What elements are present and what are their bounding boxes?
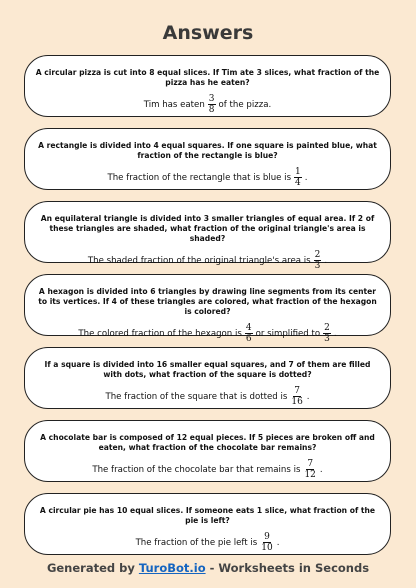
question-text: A circular pizza is cut into 8 equal slices. If Tim ate 3 slices, what fraction of the pizza has he eaten? — [35, 68, 380, 87]
answer-fraction — [314, 250, 322, 271]
answer-card — [24, 55, 391, 117]
answer-fraction — [303, 459, 316, 480]
answer-text-before: Tim has eaten — [143, 99, 205, 110]
answer-text-before: The fraction of the chocolate bar that remains is — [92, 464, 301, 475]
footer — [0, 561, 416, 575]
answer-text-before: The fraction of the square that is dotted is — [105, 391, 288, 402]
answer-text-after: of the pizza. — [218, 99, 272, 110]
answer-card — [24, 128, 391, 190]
question-text: A chocolate bar is composed of 12 equal pieces. If 5 pieces are broken off and eaten, what fraction of the chocolate bar remains? — [40, 433, 375, 452]
answer-text-after: . — [276, 537, 280, 548]
answer-card — [24, 201, 391, 271]
answer-fraction — [260, 532, 273, 553]
answer-text-before: The shaded fraction of the original triangle's area is — [87, 255, 311, 266]
fraction-numerator: 2 — [314, 250, 321, 260]
question-text: A rectangle is divided into 4 equal squares. If one square is painted blue, what fraction of the rectangle is blue? — [38, 141, 377, 160]
fraction-denominator: 3 — [314, 261, 321, 271]
answer-text-after: . — [333, 328, 337, 339]
answer-card — [24, 493, 391, 555]
answer-fraction — [208, 94, 216, 115]
fraction-numerator: 1 — [295, 167, 301, 177]
answer-card — [24, 274, 391, 344]
page-title: Answers — [162, 22, 254, 44]
answer-line — [25, 459, 390, 480]
answer-line — [25, 532, 390, 553]
fraction-denominator: 8 — [208, 105, 215, 115]
footer-suffix: - Worksheets in Seconds — [209, 561, 370, 575]
question-text: A circular pie has 10 equal slices. If someone eats 1 slice, what fraction of the pie is left? — [39, 506, 376, 525]
answer-text-middle: or simplified to — [255, 328, 321, 339]
answer-text-after: . — [319, 464, 323, 475]
fraction-denominator: 12 — [304, 470, 316, 480]
fraction-denominator: 4 — [295, 178, 301, 188]
footer-prefix: Generated by — [46, 561, 135, 575]
fraction-numerator: 7 — [307, 459, 314, 469]
answer-fraction — [294, 167, 302, 188]
answer-text-after: . — [306, 391, 310, 402]
answer-line — [25, 167, 390, 188]
answer-card — [24, 420, 391, 482]
fraction-numerator: 4 — [245, 323, 252, 333]
simplified-fraction — [323, 323, 331, 344]
answer-line — [25, 250, 390, 271]
fraction-numerator: 7 — [294, 386, 300, 396]
fraction-denominator: 3 — [324, 334, 330, 344]
fraction-numerator: 3 — [208, 94, 215, 104]
question-text: If a square is divided into 16 smaller equal squares, and 7 of them are filled with dots, what fraction of the square is dotted? — [44, 360, 371, 379]
answer-text-before: The fraction of the rectangle that is blue is — [107, 172, 292, 183]
answer-line — [25, 386, 390, 407]
answer-card — [24, 347, 391, 409]
fraction-numerator: 9 — [264, 532, 270, 542]
answer-fraction — [245, 323, 253, 344]
answer-line — [25, 323, 390, 344]
answer-text-after: . — [324, 255, 328, 266]
fraction-denominator: 6 — [245, 334, 252, 344]
answer-text-before: The fraction of the pie left is — [135, 537, 258, 548]
fraction-numerator: 2 — [324, 323, 330, 333]
fraction-denominator: 10 — [261, 543, 273, 553]
answer-text-before: The colored fraction of the hexagon is — [78, 328, 242, 339]
answer-fraction — [290, 386, 303, 407]
turobot-link[interactable]: TuroBot.io — [138, 561, 206, 575]
answer-line — [25, 94, 390, 115]
fraction-denominator: 16 — [291, 397, 303, 407]
question-text: A hexagon is divided into 6 triangles by drawing line segments from its center to its vertices. If 4 of these triangles are colored, what fraction of the hexagon is colored? — [38, 287, 377, 316]
answer-text-after: . — [304, 172, 308, 183]
question-text: An equilateral triangle is divided into 3 smaller triangles of equal area. If 2 of these triangles are shaded, what fraction of the original triangle's area is shaded? — [40, 214, 375, 243]
